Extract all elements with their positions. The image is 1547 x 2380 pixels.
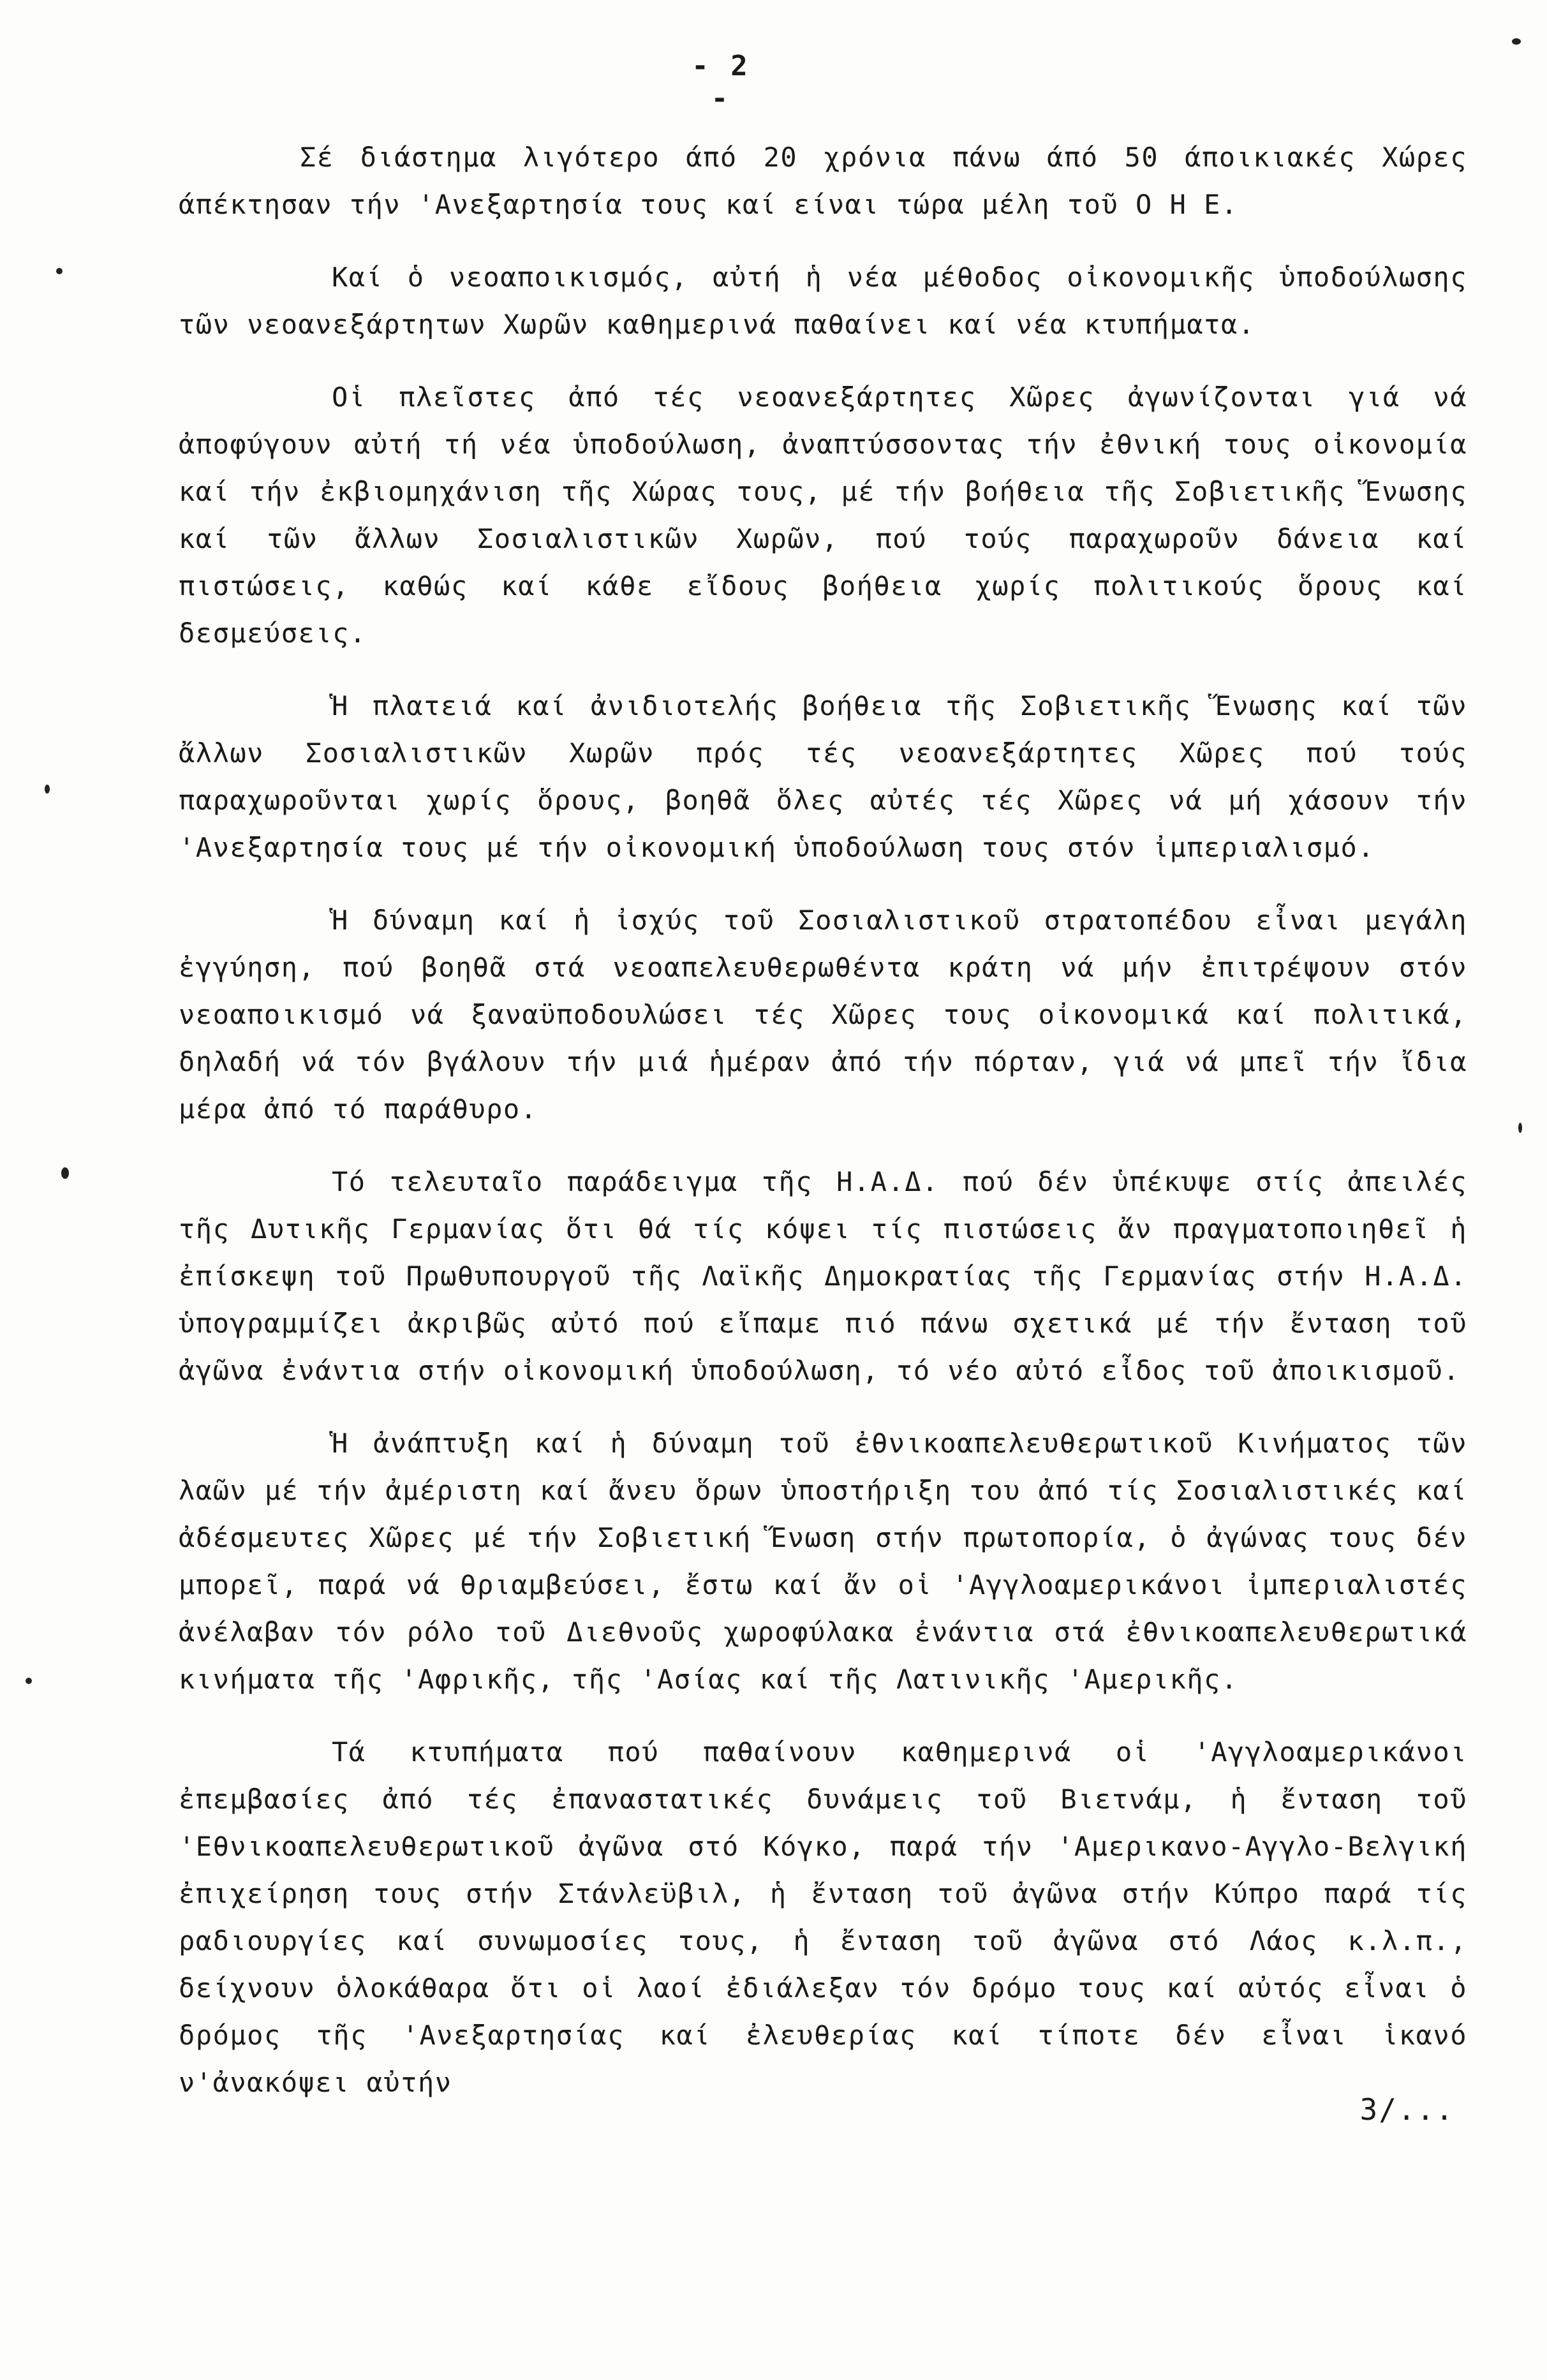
continuation-mark: 3/... — [1359, 2092, 1454, 2127]
paragraph-1: Σέ διάστημα λιγότερο άπό 20 χρόνια πάνω άπό 50 άποικιακές Χώρες άπέκτησαν τήν 'Ανεξαρτησία τους καί είναι τώρα μέλη τοῦ Ο Η Ε. — [179, 142, 1467, 220]
paragraph-2: Καί ὁ νεοαποικισμός, αὐτή ἡ νέα μέθοδος οἰκονομικῆς ὑποδούλωσης τῶν νεοανεξάρτητων Χωρῶν καθημερινά παθαίνει καί νέα κτυπήματα. — [179, 262, 1467, 340]
paragraph-8: Τά κτυπήματα πού παθαίνουν καθημερινά οἱ 'Αγγλοαμερικάνοι ἐπεμβασίες ἀπό τές ἐπαναστατικές δυνάμεις τοῦ Βιετνάμ, ἡ ἔνταση τοῦ 'Εθνικοαπελευθερωτικοῦ ἀγῶνα στό Κόγκο, παρά τήν 'Αμερικανο-Αγγλο-Βελγική ἐπιχείρηση τους στήν Στάνλεϋβιλ, ἡ ἔνταση τοῦ ἀγῶνα στήν Κύπρο παρά τίς ραδιουργίες καί συνωμοσίες τους, ἡ ἔνταση τοῦ ἀγῶνα στό Λάος κ.λ.π., δείχνουν ὁλοκάθαρα ὅτι οἱ λαοί ἐδιάλεξαν τόν δρόμο τους καί αὐτός εἶναι ὁ δρόμος τῆς 'Ανεξαρτησίας καί ἐλευθερίας καί τίποτε δέν εἶναι ἱκανό ν'ἀνακόψει αὐτήν — [179, 1736, 1467, 2098]
paragraph-5: Ἡ δύναμη καί ἡ ἰσχύς τοῦ Σοσιαλιστικοῦ στρατοπέδου εἶναι μεγάλη ἐγγύηση, πού βοηθᾶ στά νεοαπελευθερωθέντα κράτη νά μήν ἐπιτρέψουν στόν νεοαποικισμό νά ξαναϋποδουλώσει τές Χῶρες τους οἰκονομικά καί πολιτικά, δηλαδή νά τόν βγάλουν τήν μιά ἡμέραν ἀπό τήν πόρταν, γιά νά μπεῖ τήν ἴδια μέρα ἀπό τό παράθυρο. — [179, 905, 1467, 1125]
scan-speck — [1512, 38, 1521, 45]
page-number: - 2 - — [692, 50, 750, 115]
scan-speck — [26, 1678, 32, 1684]
scan-speck — [61, 1167, 69, 1179]
scan-speck — [45, 785, 50, 794]
paragraph-3: Οἱ πλεῖστες ἀπό τές νεοανεξάρτητες Χῶρες ἀγωνίζονται γιά νά ἀποφύγουν αὐτή τή νέα ὑποδούλωση, ἀναπτύσσοντας τήν ἐθνική τους οἰκονομία καί τήν ἐκβιομηχάνιση τῆς Χώρας τους, μέ τήν βοήθεια τῆς Σοβιετικῆς Ἕνωσης καί τῶν ἄλλων Σοσιαλιστικῶν Χωρῶν, πού τούς παραχωροῦν δάνεια καί πιστώσεις, καθώς καί κάθε εἴδους βοήθεια χωρίς πολιτικούς ὅρους καί δεσμεύσεις. — [179, 381, 1467, 649]
scan-speck — [56, 268, 63, 274]
paragraph-6: Τό τελευταῖο παράδειγμα τῆς Η.Α.Δ. πού δέν ὑπέκυψε στίς ἀπειλές τῆς Δυτικῆς Γερμανίας ὅτι θά τίς κόψει τίς πιστώσεις ἄν πραγματοποιηθεῖ ἡ ἐπίσκεψη τοῦ Πρωθυπουργοῦ τῆς Λαϊκῆς Δημοκρατίας τῆς Γερμανίας στήν Η.Α.Δ. ὑπογραμμίζει ἀκριβῶς αὐτό πού εἴπαμε πιό πάνω σχετικά μέ τήν ἔνταση τοῦ ἀγῶνα ἐνάντια στήν οἰκονομική ὑποδούλωση, τό νέο αὐτό εἶδος τοῦ ἀποικισμοῦ. — [179, 1166, 1467, 1386]
paragraph-4: Ἡ πλατειά καί ἀνιδιοτελής βοήθεια τῆς Σοβιετικῆς Ἕνωσης καί τῶν ἄλλων Σοσιαλιστικῶν Χωρῶν πρός τές νεοανεξάρτητες Χῶρες πού τούς παραχωροῦνται χωρίς ὅρους, βοηθᾶ ὅλες αὐτές τές Χῶρες νά μή χάσουν τήν 'Ανεξαρτησία τους μέ τήν οἰκονομική ὑποδούλωση τους στόν ἰμπεριαλισμό. — [179, 690, 1467, 863]
paragraph-7: Ἡ ἀνάπτυξη καί ἡ δύναμη τοῦ ἐθνικοαπελευθερωτικοῦ Κινήματος τῶν λαῶν μέ τήν ἀμέριστη καί ἄνευ ὅρων ὑποστήριξη του ἀπό τίς Σοσιαλιστικές καί ἀδέσμευτες Χῶρες μέ τήν Σοβιετική Ἕνωση στήν πρωτοπορία, ὁ ἀγώνας τους δέν μπορεῖ, παρά νά θριαμβεύσει, ἔστω καί ἄν οἱ 'Αγγλοαμερικάνοι ἰμπεριαλιστές ἀνέλαβαν τόν ρόλο τοῦ Διεθνοῦς χωροφύλακα ἐνάντια στά ἐθνικοαπελευθερωτικά κινήματα τῆς 'Αφρικῆς, τῆς 'Ασίας καί τῆς Λατινικῆς 'Αμερικῆς. — [179, 1428, 1467, 1695]
scan-speck — [1518, 1123, 1522, 1133]
document-body — [179, 134, 1467, 2132]
